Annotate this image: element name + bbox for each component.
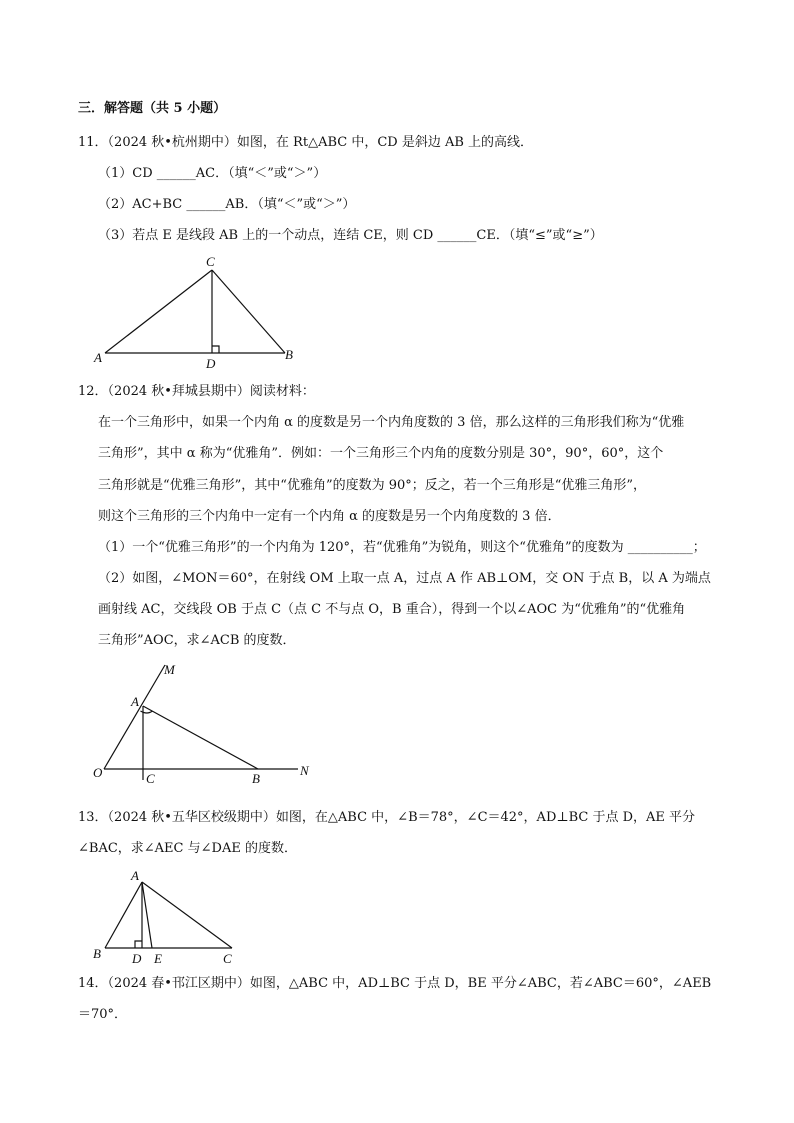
q12-segment-ab <box>143 706 258 769</box>
q11-part1: （1）CD ______AC．（填“＜”或“＞”） <box>98 166 327 181</box>
q13-segment-ab <box>105 882 142 948</box>
q13-label-b: B <box>93 946 101 961</box>
q11-label-c: C <box>206 254 215 269</box>
q12-label-m: M <box>164 662 175 677</box>
q11-label-a: A <box>94 350 102 365</box>
q11-stem: 11．（2024 秋•杭州期中）如图，在 Rt△ABC 中，CD 是斜边 AB 上的高线． <box>78 135 534 150</box>
q12-label-b: B <box>252 771 260 786</box>
q12-line-4: 则这个三角形的三个内角中一定有一个内角 α 的度数是另一个内角度数的 3 倍． <box>98 509 561 524</box>
q13-label-c: C <box>223 951 232 966</box>
q13-segment-ac <box>142 882 232 948</box>
q14-line-1: 14．（2024 春•邗江区期中）如图，△ABC 中，AD⊥BC 于点 D，BE 平分∠ABC，若∠ABC＝60°，∠AEB <box>78 976 712 991</box>
section-title: 三．解答题（共 5 小题） <box>78 101 227 116</box>
q13-line-1: 13．（2024 秋•五华区校级期中）如图，在△ABC 中，∠B＝78°，∠C＝42°，AD⊥BC 于点 D，AE 平分 <box>78 810 696 825</box>
q12-label-a: A <box>131 694 139 709</box>
q13-line-2: ∠BAC，求∠AEC 与∠DAE 的度数． <box>78 841 297 856</box>
q11-figure <box>90 252 310 372</box>
q12-label-c: C <box>146 771 155 786</box>
q13-bisector-ae <box>142 882 152 948</box>
q12-line-1: 在一个三角形中，如果一个内角 α 的度数是另一个内角度数的 3 倍，那么这样的三角形我们称为“优雅 <box>98 415 685 430</box>
q13-label-a: A <box>131 868 139 883</box>
q13-figure <box>90 866 250 966</box>
q12-label-n: N <box>300 763 309 778</box>
q11-segment-ac <box>105 270 212 353</box>
q11-right-angle-mark <box>212 346 219 353</box>
q13-label-e: E <box>154 951 162 966</box>
q13-right-angle-mark <box>135 941 142 948</box>
q12-line-2: 三角形”，其中 α 称为“优雅角”．例如：一个三角形三个内角的度数分别是 30°，90°，60°，这个 <box>98 446 664 461</box>
q12-part2-line1: （2）如图，∠MON＝60°，在射线 OM 上取一点 A，过点 A 作 AB⊥OM，交 ON 于点 B，以 A 为端点 <box>98 571 711 586</box>
q11-label-d: D <box>206 356 216 371</box>
q12-part1: （1）一个“优雅三角形”的一个内角为 120°，若“优雅角”为锐角，则这个“优雅角”的度数为 __________； <box>98 540 706 555</box>
q12-ray-om <box>104 665 165 769</box>
q11-segment-bc <box>212 270 285 353</box>
q13-label-d: D <box>132 951 142 966</box>
q12-part2-line3: 三角形”AOC，求∠ACB 的度数． <box>98 633 296 648</box>
q12-figure <box>90 658 320 788</box>
q12-line-3: 三角形就是“优雅三角形”，其中“优雅角”的度数为 90°；反之，若一个三角形是“优雅三角形”， <box>98 478 647 493</box>
q12-stem: 12．（2024 秋•拜城县期中）阅读材料： <box>78 384 315 399</box>
q11-label-b: B <box>285 347 293 362</box>
q14-line-2: ＝70°． <box>78 1007 128 1022</box>
q12-angle-mark <box>141 711 153 713</box>
q11-part3: （3）若点 E 是线段 AB 上的一个动点，连结 CE，则 CD ______CE．（填“≤”或“≥”） <box>98 228 603 243</box>
q12-part2-line2: 画射线 AC，交线段 OB 于点 C（点 C 不与点 O，B 重合），得到一个以∠AOC 为“优雅角”的“优雅角 <box>98 602 686 617</box>
q11-part2: （2）AC+BC ______AB．（填“＜”或“＞”） <box>98 197 356 212</box>
q12-label-o: O <box>93 765 103 780</box>
